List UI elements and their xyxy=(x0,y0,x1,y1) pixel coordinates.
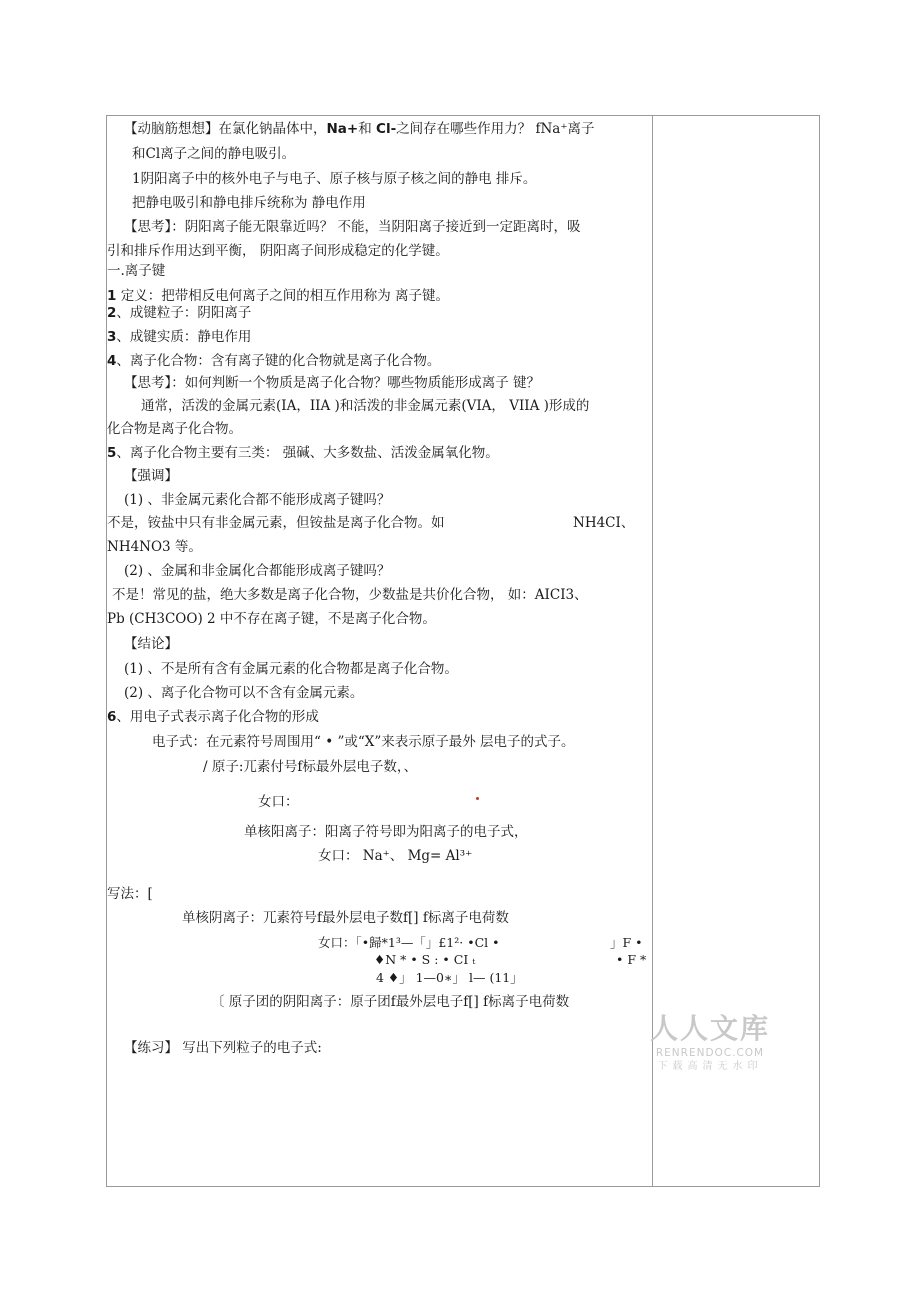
question-2: (2) 、金属和非金属化合都能形成离子键吗？ xyxy=(124,563,391,579)
line-example-anion: 女口：「•歸*1³—「」£1²· •Cl • xyxy=(318,935,500,950)
line-attraction: 和Cl离子之间的静电吸引。 xyxy=(132,146,296,162)
heading-conclusion: 【结论】 xyxy=(124,636,178,652)
answer-2: 不是！常见的盐，绝大多数是离子化合物，少数盐是共价化合物， 如：AICI3、 xyxy=(112,587,588,603)
watermark xyxy=(648,1012,772,1074)
line-think-3: 【思考】：如何判断一个物质是离子化合物？哪些物质能形成离子 键？ xyxy=(124,375,541,391)
line-example-anion-f: 」F • xyxy=(610,935,643,950)
line-usually: 通常，活泼的金属元素(IA，IIA )和活泼的非金属元素(VIA， VIIA )形成的 xyxy=(141,398,590,414)
answer-2-cont: Pb (CH3COO) 2 中不存在离子键，不是离子化合物。 xyxy=(107,611,436,627)
item-number: 1 xyxy=(107,288,117,304)
line-electrostatic: 把静电吸引和静电排斥统称为 静电作用 xyxy=(132,195,366,211)
line-think-2: 【思考】：阴阳离子能无限靠近吗？ 不能，当阴阳离子接近到一定距离时，吸 xyxy=(124,219,581,235)
line-atom: / 原子:兀素付号f标最外层电子数，、 xyxy=(203,759,418,775)
item-three-types xyxy=(107,445,499,461)
line-example-1: 女口： xyxy=(258,794,299,810)
answer-1: 不是，铵盐中只有非金属元素，但铵盐是离子化合物。如 xyxy=(107,515,445,531)
item-particles xyxy=(107,305,251,321)
item-number: 4 xyxy=(107,353,117,369)
item-electron-formula xyxy=(107,709,319,725)
text: 定义：把带相反电何离子之间的相互作用称为 离子键。 xyxy=(116,288,449,304)
watermark-site: RENRENDOC.COM xyxy=(655,1047,765,1059)
text: 和 xyxy=(358,121,377,137)
item-number: 6 xyxy=(107,709,117,725)
line-electron-formula-def: 电子式：在元素符号周围用“ • ”或“X”来表示原子最外 层电子的式子。 xyxy=(152,734,575,750)
item-number: 5 xyxy=(107,445,117,461)
watermark-title: 人人文库 xyxy=(649,1012,770,1045)
text: 、用电子式表示离子化合物的形成 xyxy=(116,709,319,725)
answer-1-cont: NH4NO3 等。 xyxy=(107,539,202,555)
line-example-cation: 女口： Na⁺、 Mg= Al³⁺ xyxy=(318,848,473,864)
line-anion-symbols: ♦N * • S : • CI ₜ xyxy=(374,952,476,967)
line-cation: 单核阳离子：阳离子符号即为阳离子的电子式， xyxy=(244,824,528,840)
electron-dot xyxy=(476,797,479,800)
line-writing: 写法：[ xyxy=(107,886,153,902)
watermark-slogan: 下载高清无水印 xyxy=(657,1061,763,1072)
line-think-2-cont: 引和排斥作用达到平衡， 阴阳离子间形成稳定的化学键。 xyxy=(107,243,449,259)
text: 之间存在哪些作用力？ fNa⁺离子 xyxy=(396,121,595,137)
line-group-ions: 〔 原子团的阴阳离子：原子团f最外层电子f[] f标离子电荷数 xyxy=(211,994,570,1010)
question-1: (1) 、非金属元素化合都不能形成离子键吗？ xyxy=(124,492,391,508)
line-anion: 单核阴离子：兀素符号f最外层电子数f[] f标离子电荷数 xyxy=(182,910,509,926)
line-anion-f-symbol: • F * xyxy=(616,952,647,967)
heading-emphasis: 【强调】 xyxy=(124,468,178,484)
line-anion-brackets: 4 ♦」 1—0∗」 l— (11」 xyxy=(376,970,523,985)
line-think-about xyxy=(124,121,594,137)
item-number: 2 xyxy=(107,305,117,321)
line-exercise: 【练习】 写出下列粒子的电子式: xyxy=(124,1040,322,1056)
conclusion-2: (2) 、离子化合物可以不含有金属元素。 xyxy=(124,685,364,701)
text: 、成键粒子：阴阳离子 xyxy=(116,305,252,321)
text: 、离子化合物主要有三类： 强碱、大多数盐、活泼金属氧化物。 xyxy=(116,445,499,461)
text: 、离子化合物：含有离子键的化合物就是离子化合物。 xyxy=(116,353,441,369)
text: 【动脑筋想想】在氯化钠晶体中， xyxy=(124,121,327,137)
ion-na: Na+ xyxy=(326,121,359,137)
item-definition xyxy=(107,288,449,304)
line-usually-cont: 化合物是离子化合物。 xyxy=(107,421,242,437)
answer-1-formula: NH4CI、 xyxy=(573,515,635,531)
item-ionic-compound xyxy=(107,353,440,369)
item-essence xyxy=(107,329,251,345)
conclusion-1: (1) 、不是所有含有金属元素的化合物都是离子化合物。 xyxy=(124,661,458,677)
item-number: 3 xyxy=(107,329,117,345)
section-heading-ionic-bond: 一.离子键 xyxy=(107,263,166,279)
text: 、成键实质：静电作用 xyxy=(116,329,252,345)
ion-cl: Cl- xyxy=(376,121,397,137)
line-repulsion: 1阴阳离子中的核外电子与电子、原子核与原子核之间的静电 排斥。 xyxy=(132,171,537,187)
